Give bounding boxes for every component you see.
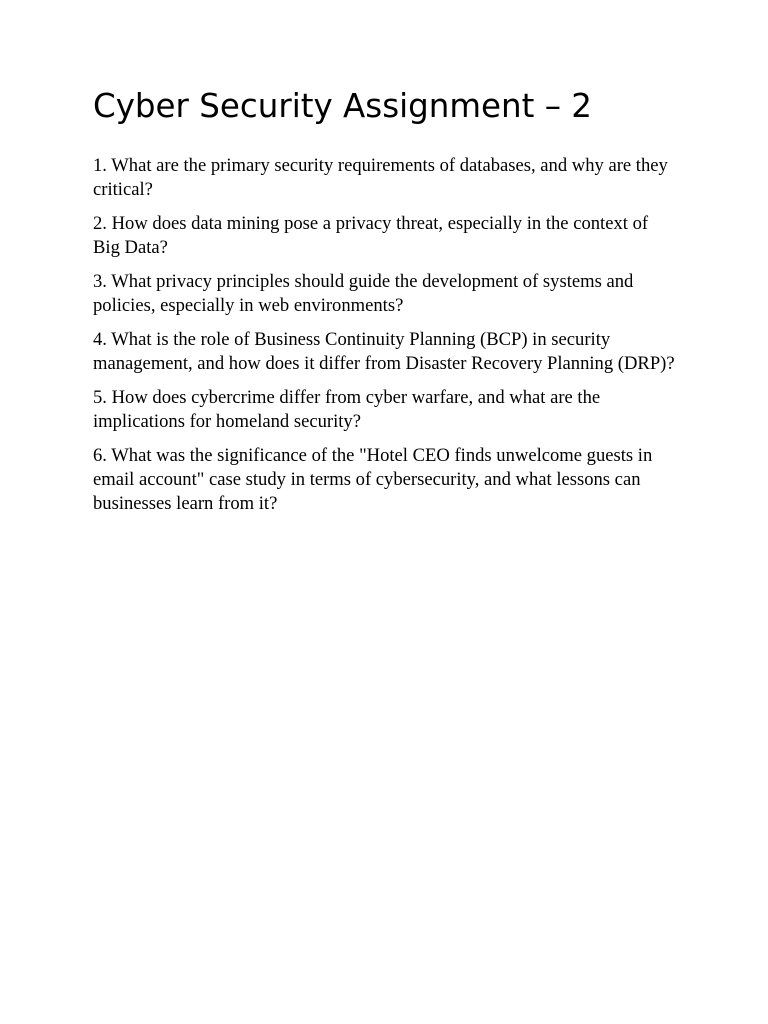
question-6: 6. What was the significance of the "Hotel CEO finds unwelcome guests in email account" case study in terms of cybersecurity, and what lessons can businesses learn from it? [93,445,653,514]
question-2: 2. How does data mining pose a privacy threat, especially in the context of Big Data? [93,213,649,258]
document-title: Cyber Security Assignment – 2 [93,87,592,125]
question-list [93,154,678,516]
question-3: 3. What privacy principles should guide the development of systems and policies, especially in web environments? [93,271,634,316]
question-4: 4. What is the role of Business Continuity Planning (BCP) in security management, and how does it differ from Disaster Recovery Planning (DRP)? [93,329,675,374]
document-page [93,84,678,526]
question-5: 5. How does cybercrime differ from cyber warfare, and what are the implications for homeland security? [93,387,601,432]
question-1: 1. What are the primary security requirements of databases, and why are they critical? [93,155,668,200]
